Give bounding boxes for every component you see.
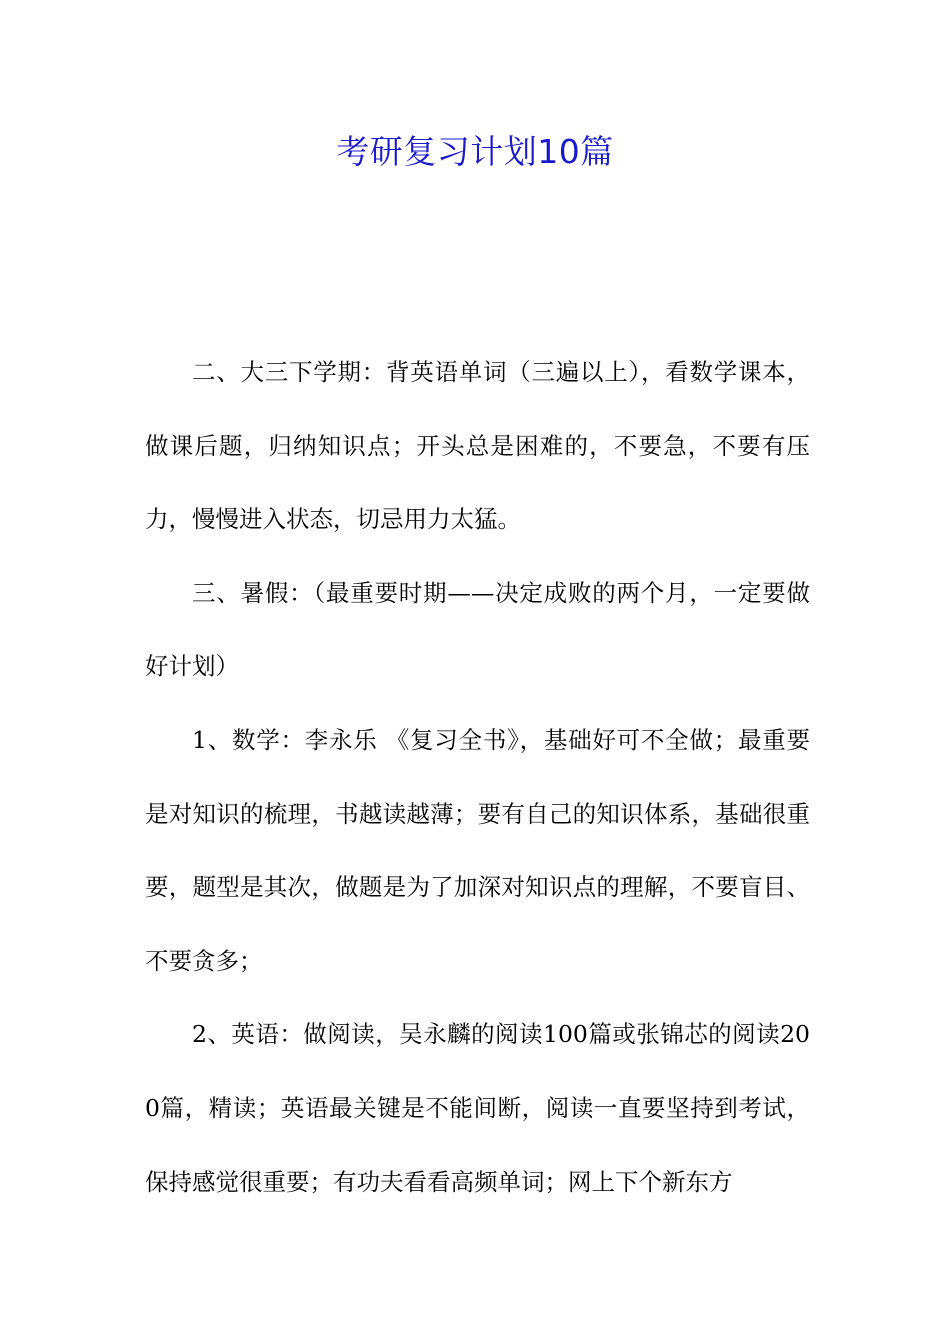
paragraph-summer-heading: 三、暑假：（最重要时期——决定成败的两个月，一定要做好计划）: [145, 578, 810, 681]
paragraph-junior-spring: 二、大三下学期：背英语单词（三遍以上），看数学课本，做课后题，归纳知识点；开头总是困难的，不要急，不要有压力，慢慢进入状态，切忌用力太猛。: [145, 358, 810, 534]
document-title: 考研复习计划10篇: [336, 132, 614, 171]
paragraph-english: 2、英语：做阅读，吴永麟的阅读100篇或张锦芯的阅读200篇，精读；英语最关键是不能间断，阅读一直要坚持到考试，保持感觉很重要；有功夫看看高频单词；网上下个新东方: [145, 1020, 810, 1196]
paragraph-math: 1、数学：李永乐 《复习全书》，基础好可不全做；最重要是对知识的梳理，书越读越薄；要有自己的知识体系，基础很重要，题型是其次，做题是为了加深对知识点的理解，不要盲目、不要贪多；: [145, 725, 810, 975]
document-body: [145, 336, 810, 1219]
